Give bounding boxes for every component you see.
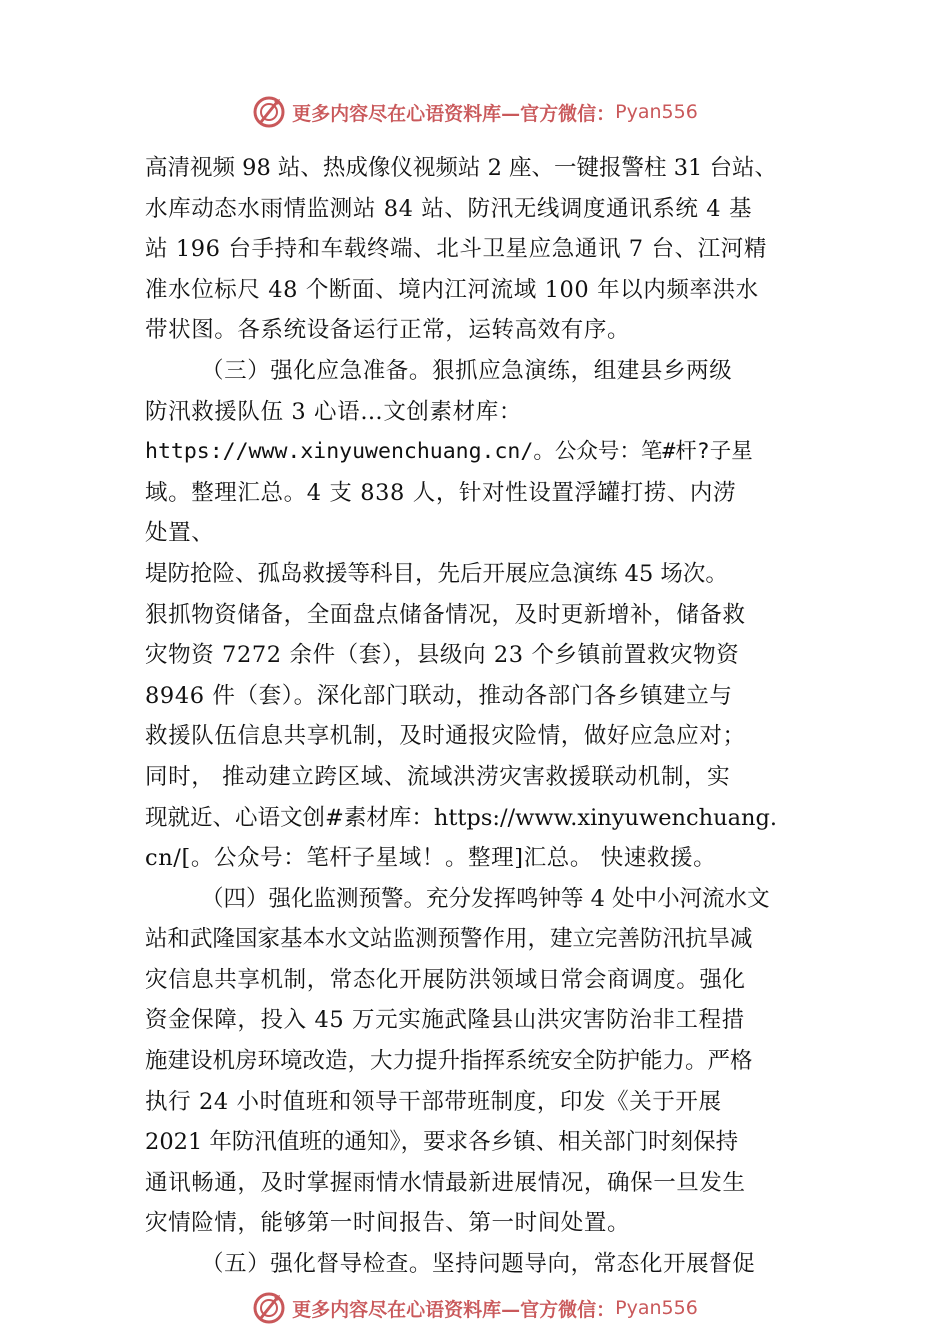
- text-line: 站 196 台手持和车载终端、北斗卫星应急通讯 7 台、江河精: [145, 236, 767, 263]
- seal-logo-icon: [252, 1291, 286, 1325]
- text-line-url: 现就近、心语文创#素材库：https://www.xinyuwenchuang.: [145, 804, 778, 831]
- text-line: 救援队伍信息共享机制，及时通报灾险情，做好应急应对；: [145, 723, 746, 750]
- text-line: 2021 年防汛值班的通知》，要求各乡镇、相关部门时刻保持: [145, 1129, 739, 1156]
- text-line: 施建设机房环境改造，大力提升指挥系统安全防护能力。严格: [145, 1048, 753, 1075]
- text-line: 灾信息共享机制，常态化开展防洪领域日常会商调度。强化: [145, 966, 746, 993]
- text-line: 准水位标尺 48 个断面、境内江河流域 100 年以内频率洪水: [145, 276, 759, 303]
- text-line: 资金保障，投入 45 万元实施武隆县山洪灾害防治非工程措: [145, 1007, 745, 1034]
- text-line: 8946 件（套）。深化部门联动，推动各部门各乡镇建立与: [145, 682, 733, 709]
- section-heading-line: （三）强化应急准备。狠抓应急演练，组建县乡两级: [201, 357, 733, 384]
- text-line: 灾情险情，能够第一时间报告、第一时间处置。: [145, 1210, 631, 1237]
- text-line: 带状图。各系统设备运行正常，运转高效有序。: [145, 317, 631, 344]
- text-line: 堤防抢险、孤岛救援等科目，先后开展应急演练 45 场次。: [145, 560, 728, 587]
- header-banner: [0, 92, 950, 132]
- header-wechat-id: Pyan556: [615, 101, 698, 123]
- text-line: 高清视频 98 站、热成像仪视频站 2 座、一键报警柱 31 台站、: [145, 155, 777, 181]
- text-line: 执行 24 小时值班和领导干部带班制度，印发《关于开展: [145, 1088, 722, 1115]
- text-line: 水库动态水雨情监测站 84 站、防汛无线调度通讯系统 4 基: [145, 195, 753, 222]
- text-line: 狠抓物资储备，全面盘点储备情况，及时更新增补，储备救: [145, 601, 746, 628]
- text-line: 同时， 推动建立跨区域、流域洪涝灾害救援联动机制，实: [145, 763, 731, 790]
- text-line: 防汛救援队伍 3 心语…文创素材库：: [145, 398, 522, 425]
- section-heading-line: （四）强化监测预警。充分发挥鸣钟等 4 处中小河流水文: [201, 885, 770, 912]
- text-line: 站和武隆国家基本水文站监测预警作用，建立完善防汛抗旱减: [145, 926, 753, 953]
- section-heading-line: （五）强化督导检查。坚持问题导向，常态化开展督促: [201, 1251, 756, 1278]
- footer-banner: [0, 1288, 950, 1328]
- seal-logo-icon: [252, 95, 286, 129]
- text-line: cn/[。公众号：笔杆子星域！。整理]汇总。 快速救援。: [145, 845, 717, 872]
- text-line: 通讯畅通，及时掌握雨情水情最新进展情况，确保一旦发生: [145, 1169, 746, 1196]
- footer-wechat-id: Pyan556: [615, 1297, 698, 1319]
- text-line-url: https://www.xinyuwenchuang.cn/。公众号：笔#杆?子星: [145, 439, 753, 465]
- header-banner-text: 更多内容尽在心语资料库—官方微信：: [292, 102, 616, 125]
- text-line: 灾物资 7272 余件（套），县级向 23 个乡镇前置救灾物资: [145, 642, 740, 669]
- document-body: [145, 148, 835, 1285]
- text-line: 处置、: [145, 520, 215, 547]
- text-line: 域。整理汇总。4 支 838 人，针对性设置浮罐打捞、内涝: [145, 479, 737, 506]
- footer-banner-text: 更多内容尽在心语资料库—官方微信：: [292, 1298, 616, 1321]
